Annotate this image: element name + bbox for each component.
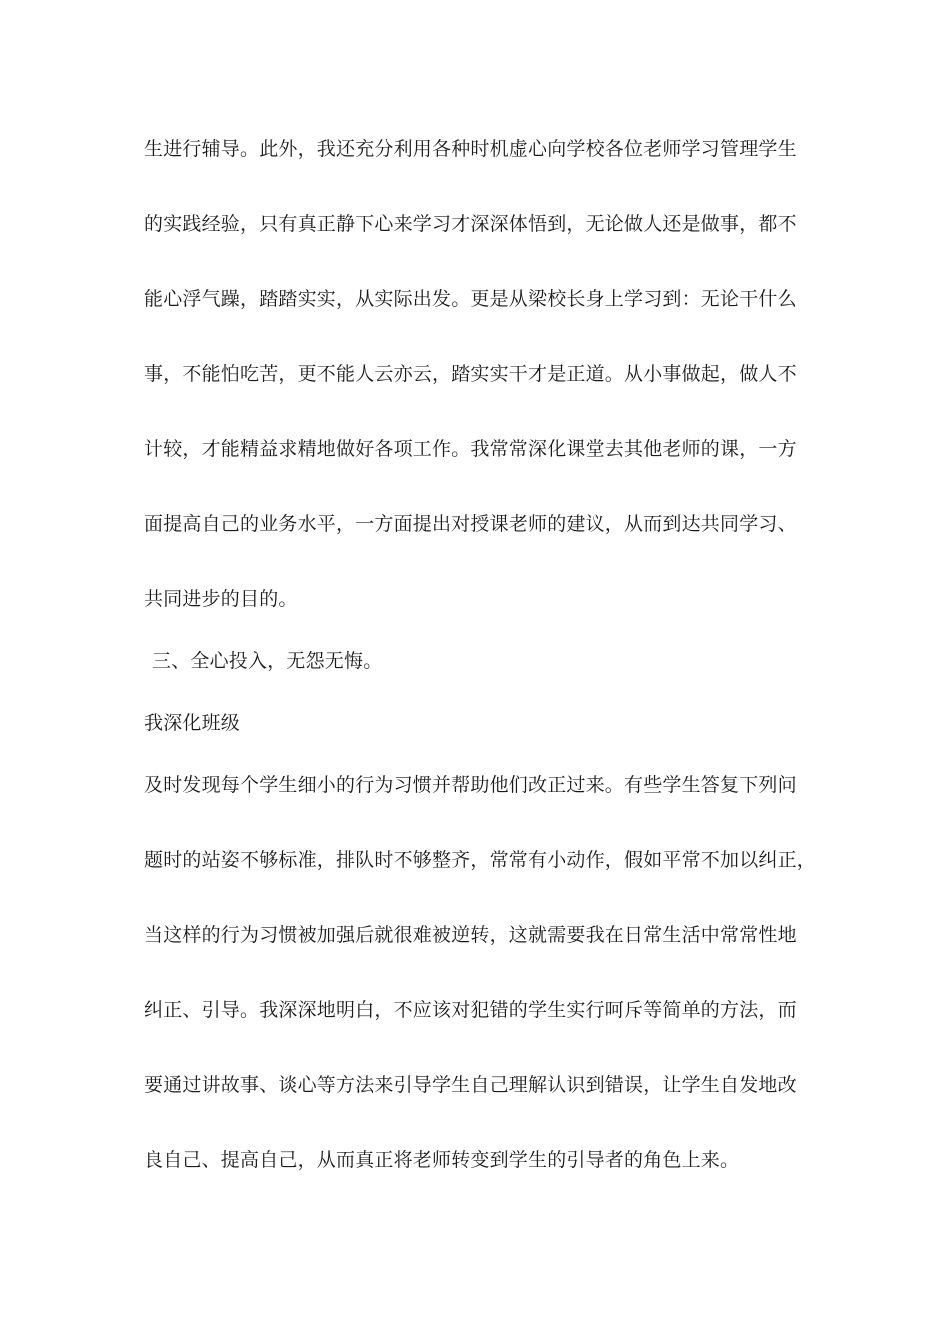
paragraph-line: 的实践经验，只有真正静下心来学习才深深体悟到，无论做人还是做事，都不	[144, 213, 797, 235]
paragraph-line: 面提高自己的业务水平，一方面提出对授课老师的建议，从而到达共同学习、	[144, 513, 797, 535]
paragraph-line: 题时的站姿不够标准，排队时不够整齐，常常有小动作，假如平常不加以纠正，	[144, 849, 817, 871]
paragraph-line: 良自己、提高自己，从而真正将老师转变到学生的引导者的角色上来。	[144, 1149, 740, 1171]
paragraph-line: 共同进步的目的。	[144, 588, 298, 610]
paragraph-line: 能心浮气躁，踏踏实实，从实际出发。更是从梁校长身上学习到：无论干什么	[144, 288, 797, 310]
paragraph-line: 计较，才能精益求精地做好各项工作。我常常深化课堂去其他老师的课，一方	[144, 438, 797, 460]
paragraph-line: 事，不能怕吃苦，更不能人云亦云，踏实实干才是正道。从小事做起，做人不	[144, 363, 797, 385]
paragraph-line: 当这样的行为习惯被加强后就很难被逆转，这就需要我在日常生活中常常性地	[144, 924, 797, 946]
paragraph-line: 要通过讲故事、谈心等方法来引导学生自己理解认识到错误，让学生自发地改	[144, 1074, 797, 1096]
paragraph-line: 生进行辅导。此外，我还充分利用各种时机虚心向学校各位老师学习管理学生	[144, 138, 797, 160]
paragraph-line: 及时发现每个学生细小的行为习惯并帮助他们改正过来。有些学生答复下列问	[144, 774, 797, 796]
section-heading: 三、全心投入，无怨无悔。	[152, 650, 383, 672]
paragraph-line: 纠正、引导。我深深地明白，不应该对犯错的学生实行呵斥等简单的方法，而	[144, 999, 797, 1021]
paragraph-line: 我深化班级	[144, 712, 241, 734]
